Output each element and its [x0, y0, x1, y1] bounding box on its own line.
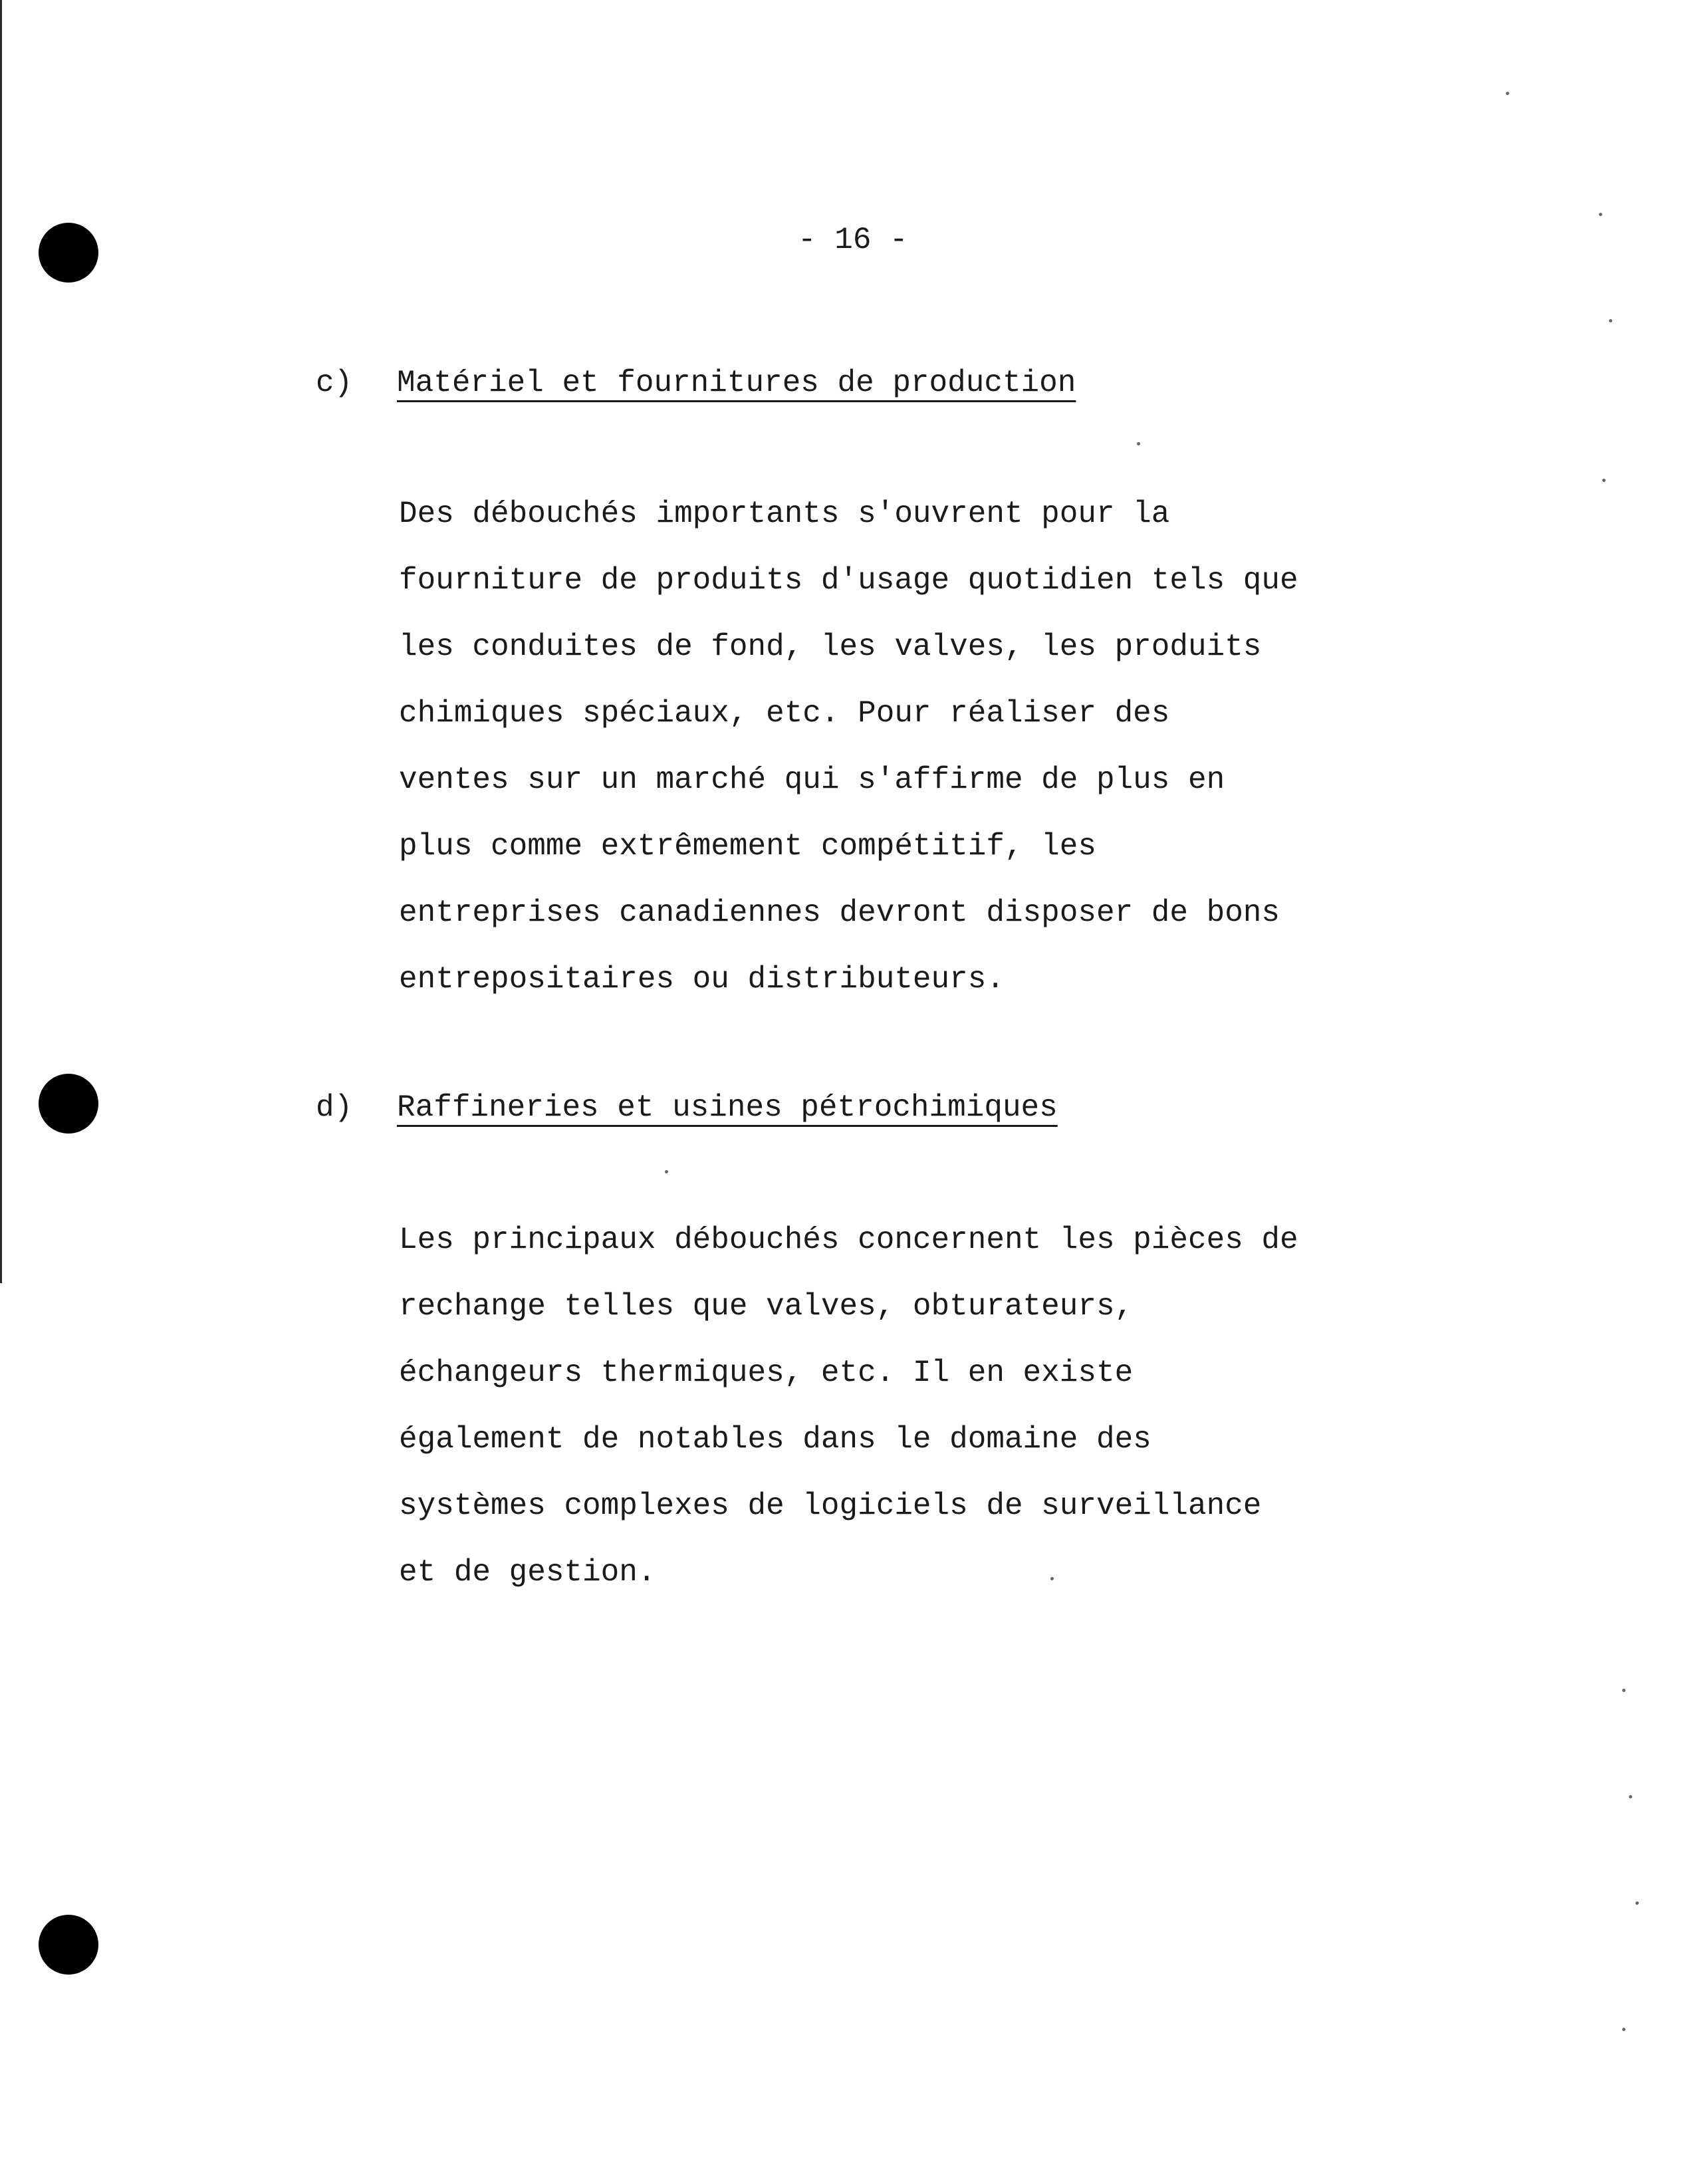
paragraph-line: Les principaux débouchés concernent les pièces de: [399, 1223, 1298, 1257]
punch-hole: [39, 1074, 98, 1134]
page-number: - 16 -: [798, 223, 908, 257]
paragraph-line: plus comme extrêmement compétitif, les: [399, 829, 1096, 864]
paragraph-line: ventes sur un marché qui s'affirme de plus en: [399, 763, 1225, 797]
page-left-edge: [0, 0, 2, 1283]
section-c-paragraph: [399, 481, 1298, 1013]
paragraph-line: échangeurs thermiques, etc. Il en existe: [399, 1356, 1134, 1390]
paragraph-line: entreprises canadiennes devront disposer de bons: [399, 896, 1280, 930]
section-d-heading: Raffineries et usines pétrochimiques: [397, 1090, 1058, 1125]
section-d-paragraph: [399, 1207, 1298, 1606]
scan-speck: [1622, 2028, 1626, 2031]
paragraph-line: les conduites de fond, les valves, les produits: [399, 630, 1262, 664]
punch-hole: [39, 1915, 98, 1975]
paragraph-line: fourniture de produits d'usage quotidien tels que: [399, 563, 1298, 598]
section-c-marker: c): [316, 366, 353, 400]
scan-speck: [1635, 1901, 1639, 1905]
paragraph-line: chimiques spéciaux, etc. Pour réaliser des: [399, 696, 1170, 731]
paragraph-line: rechange telles que valves, obturateurs,: [399, 1289, 1134, 1324]
scan-speck: [1609, 319, 1612, 322]
scan-speck: [665, 1170, 668, 1173]
paragraph-line: également de notables dans le domaine des: [399, 1422, 1151, 1457]
scan-speck: [1050, 1577, 1054, 1580]
scan-speck: [1137, 442, 1140, 445]
scan-speck: [1622, 1689, 1626, 1692]
paragraph-line: entrepositaires ou distributeurs.: [399, 962, 1005, 997]
scan-speck: [1599, 213, 1602, 216]
section-d-marker: d): [316, 1090, 353, 1125]
paragraph-line: et de gestion.: [399, 1555, 656, 1590]
scan-speck: [1629, 1795, 1632, 1798]
section-c-heading: Matériel et fournitures de production: [397, 366, 1076, 400]
scan-speck: [1602, 479, 1606, 482]
punch-hole: [39, 223, 98, 283]
paragraph-line: Des débouchés importants s'ouvrent pour la: [399, 497, 1170, 531]
scan-speck: [1506, 92, 1509, 95]
paragraph-line: systèmes complexes de logiciels de surveillance: [399, 1489, 1262, 1523]
